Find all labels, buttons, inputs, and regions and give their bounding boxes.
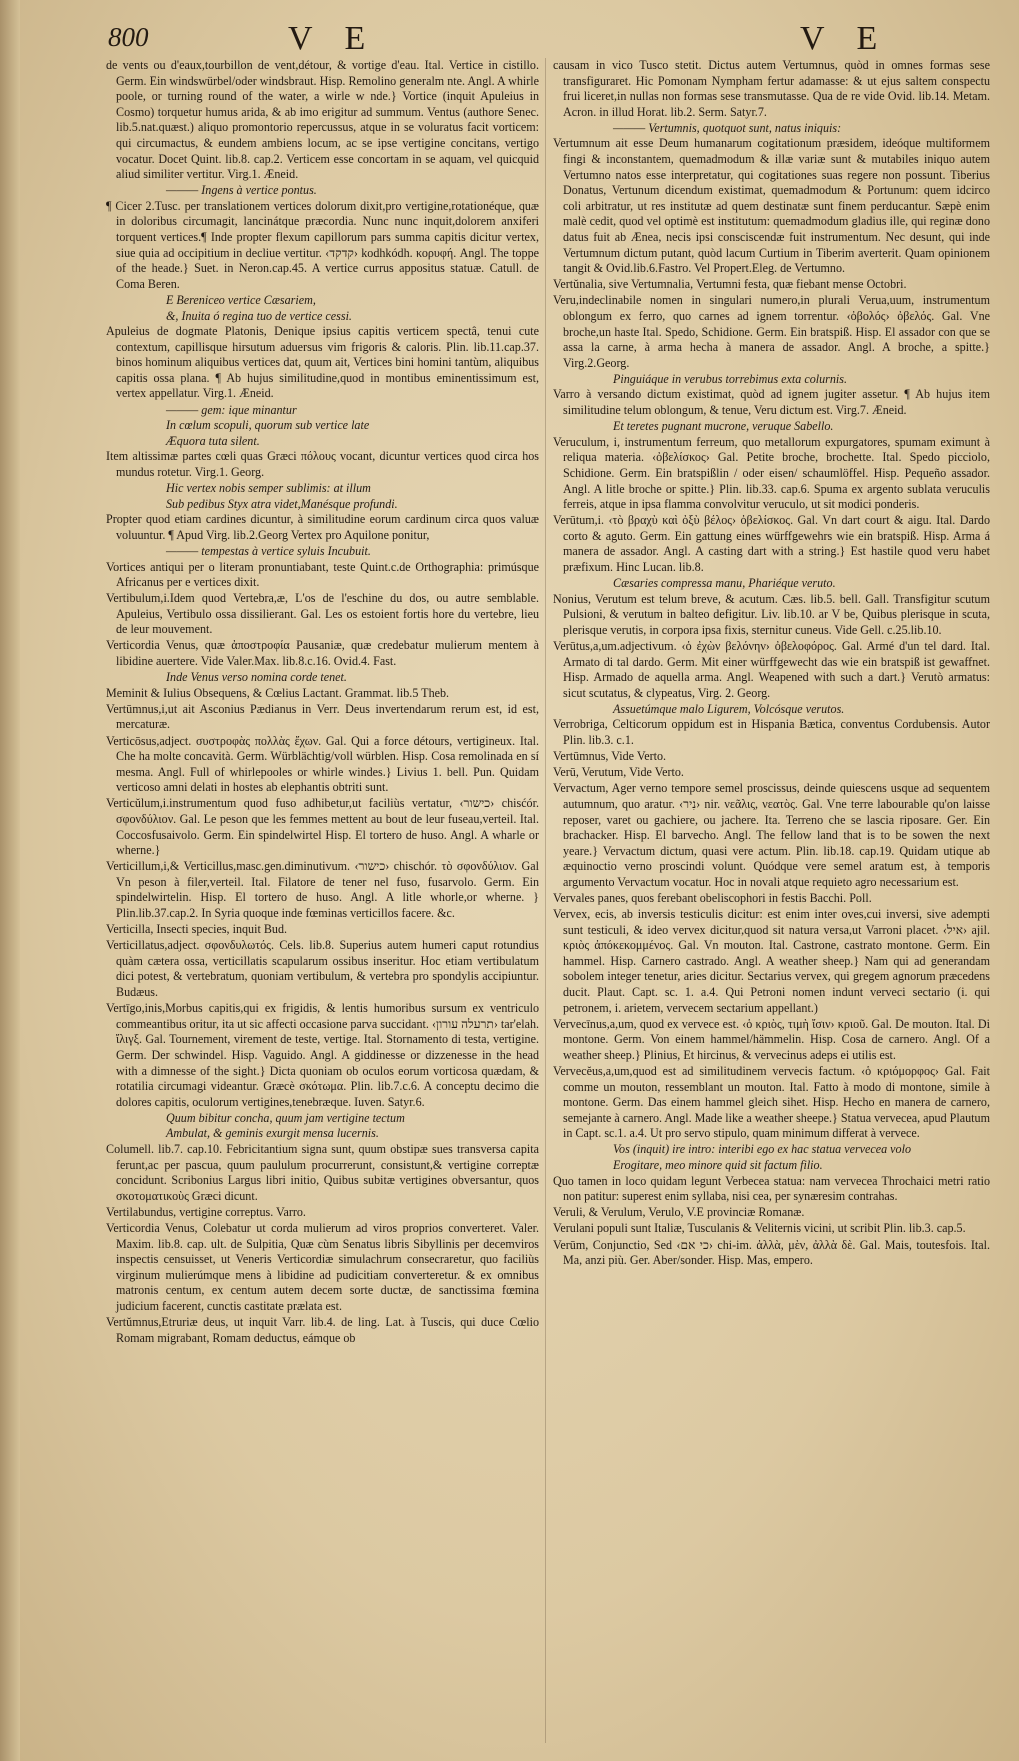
dictionary-entry: de vents ou d'eaux,tourbillon de vent,détour, & vortige d'eau. Ital. Vertice in cistillo. Germ. Ein windswürbel/oder windsbraut. Hisp. Remolino generalm nte. Angl. A whirle poole, or turning round of the water, a wirle w nde.} Vortice (inquit Apuleius in Cosmo) torquetur humus arida, & ab imo erigitur ad summum. Ventus (authore Senec. lib.5.nat.quæst.) aliquo promontorio repercussus, atque in se voluratus facit vorticem: qui circumactus, & eundem ambiens locum, ac se ipse vertigine concitans, vertigo vocatur. Docet Quint. lib.8. cap.2. Verticem esse concortam in se aquam, vel quicquid aliud similiter vertitur. Virg.1. Æneid. — [106, 58, 539, 182]
dictionary-entry: causam in vico Tusco stetit. Dictus autem Vertumnus, quòd in omnes formas sese transfiguraret. Hic Pomonam Nympham fertur adamasse: & ut ejus saltem conspectu frui liceret,in nullas non formas sese transmutasse. Qua de re vide Ovid. lib.14. Metam. Acron. in illud Horat. lib.2. Serm. Satyr.7. — [553, 58, 990, 119]
dictionary-entry: Vertŭmnus,Etruriæ deus, ut inquit Varr. lib.4. de ling. Lat. à Tuscis, qui duce Cœlio Romam migrabant, Romam deductus, eámque ob — [106, 1315, 539, 1345]
dictionary-entry: Quo tamen in loco quidam legunt Verbecea statua: nam vervecea Throchaici metri ratio non patitur: superest enim syllaba, nisi cea, per synæresim contrahas. — [553, 1173, 990, 1204]
dictionary-entry: Verū, Verutum, Vide Verto. — [553, 765, 684, 780]
dictionary-entry: Vervex, ecis, ab inversis testiculis dicitur: est enim inter oves,cui inversi, sive adempti sunt testiculi, & ideo vervex dicitur,quod sit natura versa,ut Varroni placet. ‹איל› ajil. κριὸς ἀπόκεκομμένος. Gal. Vn mouton. Ital. Castrone, castrato montone. Germ. Ein hammel. Hisp. Carnero castrado. Angl. A weather sheep.} Nam qui ad generandam sobolem integer tenetur, aries dicitur. Sectarius vervex, qui gregem agnorum præcedens ducit. Plaut. Capt. sc. 1. a.4. Qui Petroni nomen indunt verveci sectario (i. qui petronem, i. arietem, vervecem sectarium appellant.) — [553, 907, 990, 1015]
verse-quotation: Cæsaries compressa manu, Phariéque veruto. — [613, 576, 836, 591]
dictionary-entry: Vervactum, Ager verno tempore semel proscissus, deinde quiescens usque ad sequentem autumnum, quo aratur. ‹נִיר› nir. νεᾶλις, νεατὸς. Gal. Vne terre labourable qu'on laisse reposer, varet ou gachiere, ou jachere. Ita. Terreno che se lascia riposare. Ger. Ein brachacker. Hisp. El barvecho. Angl. The fellow land that is to be sowen the next yeare.} Vervactum dictum, quasi vere actum. Plin. lib.18. cap.19. Quidam utique ab æquinoctio verno proscindi volunt. Quódque vere semel aratum est, à temporis argumento Vervactum vocatur. Hoc in novali atque requieto agro necessarium est. — [553, 781, 990, 889]
left-running-head: V E — [288, 20, 378, 57]
dictionary-entry: Propter quod etiam cardines dicuntur, à similitudine eorum cardinum circa quos valuæ voluuntur. ¶ Apud Virg. lib.2.Georg Vertex pro Aquilone ponitur, — [106, 512, 539, 542]
right-running-head: V E — [800, 20, 890, 57]
verse-quotation: In cœlum scopuli, quorum sub vertice late — [166, 418, 370, 433]
dictionary-entry: Verrobriga, Celticorum oppidum est in Hispania Bætica, conventus Cordubensis. Autor Plin. lib.3. c.1. — [553, 717, 990, 748]
verse-quotation: ——— gem: ique minantur — [166, 402, 297, 417]
dictionary-entry: Verticordia Venus, Colebatur ut corda mulierum ad viros proprios converteret. Valer. Maxim. lib.8. cap. ult. de Sulpitia, Quæ cùm Senatus libris Sibyllinis per decemviros inspectis censuisset, ut Veneris Verticordiæ simulachrum consecraretur, quo faciliùs virginum mulierúmque mens à libidine ad pudicitiam converteretur. & ex omnibus matronis centum, ex centum autem decem sorte ductæ, de sanctissima fœmina judicium facerent, cunctis castitate prælata est. — [106, 1220, 539, 1313]
dictionary-entry: Verulani populi sunt Italiæ, Tusculanis & Veliternis vicini, ut scribit Plin. lib.3. cap.5. — [553, 1221, 966, 1236]
verse-quotation: ——— Vertumnis, quotquot sunt, natus iniquis: — [613, 120, 842, 135]
verse-quotation: Quum bibitur concha, quum jam vertigine tectum — [166, 1110, 405, 1125]
dictionary-entry: Vervales panes, quos ferebant obeliscophori in festis Bacchi. Poll. — [553, 890, 872, 905]
dictionary-entry: Verticillatus,adject. σφονδυλωτός. Cels. lib.8. Superius autem humeri caput rotundius quàm cætera ossa, verticillatis scapularum ossibus inseritur. Hoc etiam vertibulatum dici potest, & vertebratum, quoniam vertibulum, & vertebra pro spondylis accipiuntur. Budæus. — [106, 938, 539, 1000]
verse-quotation: Et teretes pugnant mucrone, veruque Sabello. — [613, 419, 834, 434]
dictionary-entry: Verūtum,i. ‹τὸ βραχὺ καὶ ὀξὺ βέλος› ὀβελίσκος. Gal. Vn dart court & aigu. Ital. Dardo corto & aguto. Germ. Ein gattung eines würffgewehrs wie ein bratspiß. Hisp. Arma á manera de assador. Angl. A casting dart with a string.} Est hastile quod veru habet præfixum. Hinc Lucan. lib.8. — [553, 513, 990, 574]
verse-quotation: Vos (inquit) ire intro: interibi ego ex hac statua vervecea volo — [613, 1142, 912, 1157]
column-divider — [545, 58, 546, 1743]
dictionary-entry: Verticilla, Insecti species, inquit Bud. — [106, 922, 288, 937]
dictionary-entry: Vertŭnalia, sive Vertumnalia, Vertumni festa, quæ fiebant mense Octobri. — [553, 277, 907, 292]
dictionary-entry: Veruli, & Verulum, Verulo, V.E provinciæ Romanæ. — [553, 1205, 805, 1220]
verse-quotation: &, Inuita ó regina tuo de vertice cessi. — [166, 308, 352, 323]
dictionary-entry: Verticŭlum,i.instrumentum quod fuso adhibetur,ut faciliùs vertatur, ‹כישור› chisćór. σφονδύλιον. Gal. Le peson que les femmes mettent au bout de leur fuseau,verteil. Ital. Coccosfusaivolo. Germ. Ein spindelwirtel Hisp. El tortero de huso. Angl. A wharle or wherne.} — [106, 796, 539, 858]
verse-quotation: ——— tempestas à vertice syluis Incubuit. — [166, 543, 371, 558]
dictionary-entry: Vervecīnus,a,um, quod ex vervece est. ‹ὁ κριὸς, τιμὴ ἴσιν› κριοῦ. Gal. De mouton. Ital. Di montone. Germ. Von einem hammel/hämmelin. Hisp. Cosa de carnero. Angl. Of a weather sheep.} Plinius, Et hircinus, & vervecinus adeps ei utilis est. — [553, 1016, 990, 1062]
dictionary-entry: Verūtus,a,um.adjectivum. ‹ὁ ἐχὼν βελόνην› ὀβελοφόρος. Gal. Armé d'un tel dard. Ital. Armato di tal dardo. Germ. Mit einer würffgewecht das wie ein bratspiß ist gewaffnet. Hisp. Armado de aquella arma. Angl. Weapened with such a dart.} Verutò armatus: sicut scutatus, & clypeatus, Virg. 2. Georg. — [553, 638, 990, 700]
verse-quotation: Assuetúmque malo Ligurem, Volcósque verutos. — [613, 701, 845, 716]
page-gutter — [0, 0, 20, 1761]
dictionary-entry: Veruculum, i, instrumentum ferreum, quo metallorum expurgatores, spumam eximunt à reliqua materia. ‹ὀβελίσκος› Gal. Petite broche, brochette. Ital. Spedo picciolo, Schidione. Germ. Ein bratspißlin / oder eisen/ schaumlöffel. Hisp. Pequeño assador. Angl. A litle broche or spitte.} Plin. lib.33. cap.6. Spuma ex argento sublata veruculis ferreis, atque in ipsa flamma convolvitur veruculo, ut sit modici ponderis. — [553, 434, 990, 512]
dictionary-entry: Varro à versando dictum existimat, quòd ad ignem jugiter assetur. ¶ Ab hujus item similitudine telum oblongum, & tenue, Veru dictum est. Virg.7. Æneid. — [553, 387, 990, 418]
verse-quotation: Erogitare, meo minore quid sit factum filio. — [613, 1158, 823, 1173]
dictionary-entry: Vortices antiqui per o literam pronuntiabant, teste Quint.c.de Orthographia: primúsque Africanus per e vertices dixit. — [106, 559, 539, 590]
verse-quotation: Inde Venus verso nomina corde tenet. — [166, 670, 347, 685]
dictionary-entry: Vertibulum,i.Idem quod Vertebra,æ, L'os de l'eschine du dos, ou autre semblable. Apuleius, Vertibulo ossa dissilierant. Gal. Les os estoient fortis hore du vertebre, lieu de leur mouvement. — [106, 591, 539, 637]
dictionary-entry: Vertūmnus, Vide Verto. — [553, 749, 667, 764]
dictionary-entry: Vertilabundus, vertigine correptus. Varro. — [106, 1204, 306, 1219]
page-number: 800 — [108, 22, 149, 52]
dictionary-entry: Vertumnum ait esse Deum humanarum cogitationum præsidem, ideóque multiformem fingi & inconstantem, quemadmodum & illæ variæ sunt & mutabiles iniquo autem Vertumno natos esse interpretatur, qui cogitationes suas regere non possunt. Tiberius Donatus, Vertunum dicendum existimat, quemadmodum & Portunum: quem idcirco coli arbitratur, ut res institutæ ad quem destinatæ sunt finem perducantur. Sæpè enim malè cedit, quod vel optimè est institutum: quemadmodum gladius ille, qui reginæ dono datus fuit ab Ænea, necis ipsi consciscendæ fuit instrumentum. Nec desunt, qui inde Vertumnum dictum putant, quòd lacum Curtium in Tiberim averterit. Quam opinionem tangit & Ovid.lib.6.Fastro. Vel Propert.Eleg. de Vertumno. — [553, 136, 990, 276]
dictionary-entry: Vertīgo,inis,Morbus capitis,qui ex frigidis, & lentis humoribus sursum ex ventriculo commeantibus oritur, ita ut sic affecti occasione parva succidant. ‹תרעלה עורון› tar'elah. ἴλιγξ. Gal. Tournement, virement de teste, vertige. Ital. Stornamento di testa, vertigine. Germ. Der schwindel. Hisp. Vaguido. Angl. A giddinesse or dizzenesse in the head with a dimnesse of the sight.} Dicta quoniam ob oculos eorum vorticosa quædam, & rotatilia circumagi videantur. Græcè σκότωμα. Plin. lib.7.c.6. A conceptu decimo die dolores capitis, oculorum vertigines,tenebræque. Iuven. Satyr.6. — [106, 1001, 539, 1109]
left-column — [106, 58, 539, 1748]
verse-quotation: Æquora tuta silent. — [166, 433, 260, 448]
verse-quotation: ——— Ingens à vertice pontus. — [166, 183, 317, 198]
right-column — [553, 58, 990, 1748]
dictionary-entry: Columell. lib.7. cap.10. Febricitantium signa sunt, quum obstipæ sues transversa capita ferunt,ac per pascua, quum paululum procurrerunt, consistunt,& vertigine correptæ concidunt. Scribonius Largus libri initio, Quibus subitæ vertigines obversantur, quos σκοτοματικοὺς Græci dicunt. — [106, 1141, 539, 1203]
dictionary-entry: Item altissimæ partes cœli quas Græci πόλους vocant, dicuntur vertices quod circa hos mundus rotetur. Virg.1. Georg. — [106, 449, 539, 479]
dictionary-entry: Veru,indeclinabile nomen in singulari numero,in plurali Verua,uum, instrumentum oblongum ex ferro, quo carnes ad ignem torrentur. ‹ὀβολός› ὀβελός. Gal. Vne broche,un haste Ital. Spedo, Schidione. Germ. Ein bratspiß. Hisp. El assador con que se assa la carne, à arma hecha à manera de assador. Angl. A broche, a spitte.} Virg.2.Georg. — [553, 293, 990, 370]
dictionary-entry: Meminit & Iulius Obsequens, & Cœlius Lactant. Grammat. lib.5 Theb. — [106, 685, 450, 700]
verse-quotation: Ambulat, & geminis exurgit mensa lucernis. — [166, 1126, 379, 1141]
verse-quotation: Sub pedibus Styx atra videt,Manésque profundi. — [166, 496, 398, 511]
dictionary-entry: Vertūmnus,i,ut ait Asconius Pædianus in Verr. Deus invertendarum rerum est, id est, mercaturæ. — [106, 701, 539, 732]
dictionary-entry: Verūm, Conjunctio, Sed ‹כי אם› chi-im. ἀλλὰ, μὲν, ἀλλὰ δὲ. Gal. Mais, toutesfois. Ital. Ma, anzi più. Ger. Aber/sonder. Hisp. Mas, empero. — [553, 1237, 990, 1268]
dictionary-entry: Verticordia Venus, quæ ἀποστροφία Pausaniæ, quæ credebatur mulierum mentem à libidine auertere. Vide Valer.Max. lib.8.c.16. Ovid.4. Fast. — [106, 638, 539, 669]
dictionary-entry: Verticillum,i,& Verticillus,masc.gen.diminutivum. ‹כישור› chischór. τὸ σφονδύλιον. Gal Vn peson à filer,verteil. Ital. Filatore de tener nel fuso, fusarvolo. Germ. Ein spindelwirtelin. Hisp. El tortero de huso. Angl. A litle whorle,or wherne. } Plin.lib.37.cap.2. In Syria quoque inde fœminas verticillos facere. &c. — [106, 859, 539, 921]
verse-quotation: Pinguiáque in verubus torrebimus exta colurnis. — [613, 371, 848, 386]
dictionary-entry: Vervecĕus,a,um,quod est ad similitudinem vervecis factum. ‹ὁ κριόμορφος› Gal. Fait comme un mouton, ressemblant un mouton. Ital. Fatto à modo di montone, simile à montone. Germ. Das einem hammel gleich sihet. Hisp. Hecho en manera de carnero, semejante à carnero. Angl. Made like a weather sheepe.} Statua vervecea, apud Plautum in Capt. sc.1. a.4. Ut pro servo stipulo, quam minimum differat à vervece. — [553, 1064, 990, 1141]
verse-quotation: E Berenicео vertice Cæsariem, — [166, 292, 316, 307]
dictionary-entry: ¶ Cicer 2.Tusc. per translationem vertices dolorum dixit,pro vertigine,rotationéque, quæ in doloribus circumagit, lancinátque præcordia. Nunc nunc inquit,dolorem anxiferi torquent vertices.¶ Inde propter flexum capillorum pars summa capitis dicitur vertex, siue quia ad occipitium in decliue vertitur. ‹קדקד› kodhkódh. κορυφή. Angl. The toppe of the heade.} Suet. in Neron.cap.45. A vertice currus appositus statuæ. Catull. de Coma Beren. — [106, 198, 539, 291]
dictionary-entry: Verticōsus,adject. συστροφὰς πολλὰς ἔχων. Gal. Qui a force détours, vertigineux. Ital. Che ha molte concavità. Germ. Würblächtig/voll würblen. Hisp. Cosa remolinada en sí mesma. Angl. Full of whirlepooles or whirle windes.} Livius 1. bell. Pun. Quidam verticoso amni delati in hostes ab elephantis obtriti sunt. — [106, 733, 539, 795]
dictionary-entry: Apuleius de dogmate Platonis, Denique ipsius capitis verticem spectâ, tenui cute contextum, capillisque hirsutum aduersus vim frigoris & caloris. Plin. lib.11.cap.37. binos hominum aliquibus vertices dat, quum ait, Vertices bini homini tantùm, aliquibus capitis ossa plana. ¶ Ab hujus similitudine,quod in montibus eminentissimum est, vertex appellatur. Virg.1. Æneid. — [106, 324, 539, 401]
verse-quotation: Hic vertex nobis semper sublimis: at illum — [166, 481, 371, 496]
dictionary-entry: Nonius, Verutum est telum breve, & acutum. Cæs. lib.5. bell. Gall. Transfigitur scutum Pulsioni, & verutum in balteo defigitur. Liv. lib.10. ar V be, Quibus plerisque in scuta, plerisque verutis, in corpora ipsa fixis, sternitur cuneus. Vide Gell. c.25.lib.10. — [553, 591, 990, 637]
page-header — [108, 20, 988, 60]
